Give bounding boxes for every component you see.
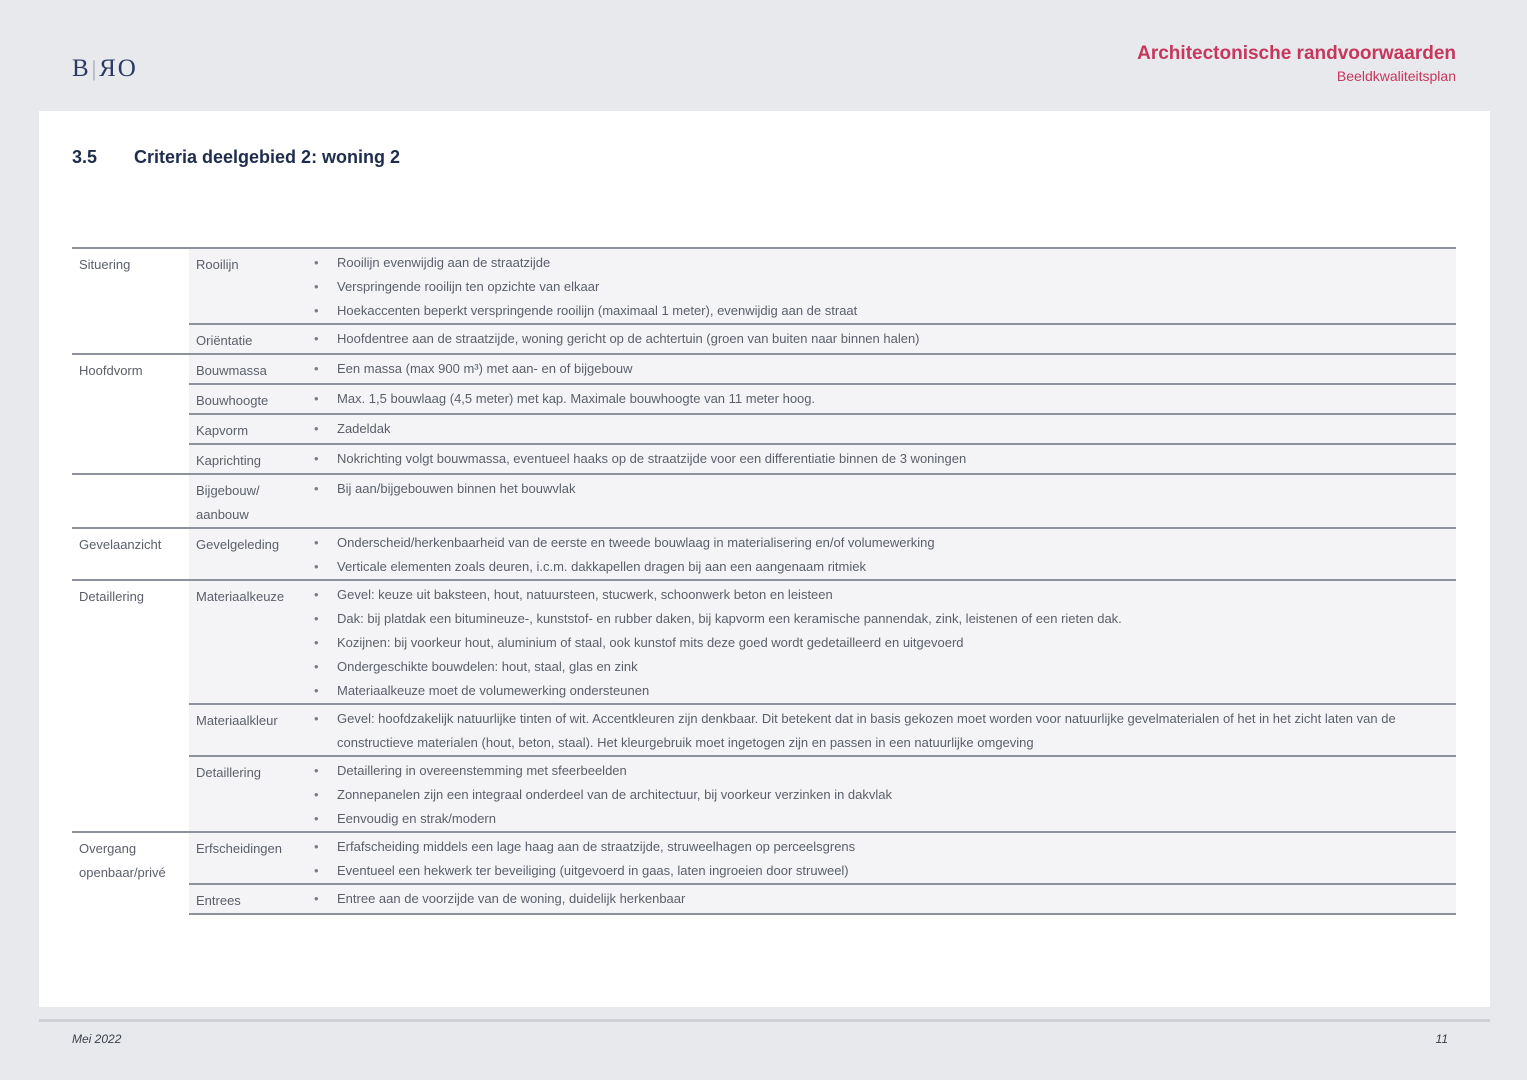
subcategory-cell: Bouwmassa <box>189 354 305 384</box>
logo-separator: | <box>91 56 99 81</box>
criteria-cell <box>305 832 1456 884</box>
table-row <box>72 704 1456 756</box>
criteria-cell <box>305 384 1456 414</box>
subcategory-cell: Erfscheidingen <box>189 832 305 884</box>
category-cell <box>72 832 189 914</box>
list-item: • Eenvoudig en strak/modern <box>305 807 1448 831</box>
subcategory-cell <box>189 474 305 528</box>
list-item: • Gevel: keuze uit baksteen, hout, natuursteen, stucwerk, schoonwerk beton en leisteen <box>305 583 1448 607</box>
page-number: 11 <box>1435 1032 1448 1046</box>
category-cell: Detaillering <box>72 580 189 832</box>
list-item: • Dak: bij platdak een bitumineuze-, kunststof- en rubber daken, bij kapvorm een keramische pannendak, zink, leistenen of een rieten dak. <box>305 607 1448 631</box>
subcategory-cell: Entrees <box>189 884 305 914</box>
table-row <box>72 248 1456 324</box>
document-title: Architectonische randvoorwaarden <box>1137 43 1456 64</box>
subcategory-cell: Detaillering <box>189 756 305 832</box>
document-header <box>1137 43 1456 84</box>
category-cell <box>72 474 189 528</box>
criteria-cell <box>305 884 1456 914</box>
list-item: • Nokrichting volgt bouwmassa, eventueel haaks op de straatzijde voor een differentiatie binnen de 3 woningen <box>305 447 1448 471</box>
criteria-cell <box>305 528 1456 580</box>
table-row <box>72 528 1456 580</box>
subcategory-cell: Materiaalkeuze <box>189 580 305 704</box>
list-item: • Verspringende rooilijn ten opzichte van elkaar <box>305 275 1448 299</box>
subcategory-cell: Bouwhoogte <box>189 384 305 414</box>
subcategory-cell: Rooilijn <box>189 248 305 324</box>
criteria-cell <box>305 580 1456 704</box>
table-row <box>72 324 1456 354</box>
criteria-cell <box>305 324 1456 354</box>
criteria-table <box>72 247 1456 915</box>
list-item: • Een massa (max 900 m³) met aan- en of bijgebouw <box>305 357 1448 381</box>
criteria-cell <box>305 354 1456 384</box>
criteria-cell <box>305 444 1456 474</box>
list-item: • Erfafscheiding middels een lage haag aan de straatzijde, struweelhagen op perceelsgrens <box>305 835 1448 859</box>
subcategory-cell: Gevelgeleding <box>189 528 305 580</box>
logo <box>72 55 138 83</box>
table-row <box>72 384 1456 414</box>
subcategory-cell: Kapvorm <box>189 414 305 444</box>
table-row <box>72 444 1456 474</box>
list-item: • Entree aan de voorzijde van de woning, duidelijk herkenbaar <box>305 887 1448 911</box>
document-subtitle: Beeldkwaliteitsplan <box>1336 68 1456 84</box>
list-item: • Kozijnen: bij voorkeur hout, aluminium of staal, ook kunstof mits deze goed wordt gedetailleerd en uitgevoerd <box>305 631 1448 655</box>
list-item: • Max. 1,5 bouwlaag (4,5 meter) met kap. Maximale bouwhoogte van 11 meter hoog. <box>305 387 1448 411</box>
category-cell: Gevelaanzicht <box>72 528 189 580</box>
list-item: • Materiaalkeuze moet de volumewerking ondersteunen <box>305 679 1448 703</box>
table-row <box>72 756 1456 832</box>
logo-right: ЯO <box>99 55 138 82</box>
table-row <box>72 354 1456 384</box>
list-item: • Ondergeschikte bouwdelen: hout, staal, glas en zink <box>305 655 1448 679</box>
list-item: • Gevel: hoofdzakelijk natuurlijke tinten of wit. Accentkleuren zijn denkbaar. Dit betekent dat in basis gekozen moet worden voor natuurlijke gevelmaterialen of het in het zicht laten van de constructieve materialen (hout, beton, staal). Het kleurgebruik moet ingetogen zijn en passen in een natuurlijke omgeving <box>305 707 1448 755</box>
section-heading <box>72 147 400 168</box>
list-item: • Bij aan/bijgebouwen binnen het bouwvlak <box>305 477 1448 501</box>
logo-left: B <box>72 55 91 82</box>
list-item: • Zadeldak <box>305 417 1448 441</box>
section-title: Criteria deelgebied 2: woning 2 <box>134 147 401 167</box>
category-cell: Situering <box>72 248 189 354</box>
list-item: • Onderscheid/herkenbaarheid van de eerste en tweede bouwlaag in materialisering en/of volumewerking <box>305 531 1448 555</box>
category-label: Overgang openbaar/privé <box>79 841 166 880</box>
criteria-cell <box>305 756 1456 832</box>
section-number: 3.5 <box>72 147 98 167</box>
category-cell: Hoofdvorm <box>72 354 189 474</box>
criteria-cell <box>305 414 1456 444</box>
list-item: • Verticale elementen zoals deuren, i.c.m. dakkapellen dragen bij aan een aangenaam ritmiek <box>305 555 1448 579</box>
subcategory-cell: Kaprichting <box>189 444 305 474</box>
table-row <box>72 474 1456 528</box>
table-row <box>72 414 1456 444</box>
footer-divider <box>39 1019 1490 1022</box>
criteria-cell <box>305 704 1456 756</box>
criteria-cell <box>305 248 1456 324</box>
subcategory-cell: Materiaalkleur <box>189 704 305 756</box>
list-item: • Zonnepanelen zijn een integraal onderdeel van de architectuur, bij voorkeur verzinken in dakvlak <box>305 783 1448 807</box>
subcategory-cell: Oriëntatie <box>189 324 305 354</box>
criteria-cell <box>305 474 1456 528</box>
table-row <box>72 580 1456 704</box>
table-row <box>72 884 1456 914</box>
list-item: • Eventueel een hekwerk ter beveiliging (uitgevoerd in gaas, laten ingroeien door struweel) <box>305 859 1448 883</box>
footer-date: Mei 2022 <box>72 1032 122 1046</box>
list-item: • Hoekaccenten beperkt verspringende rooilijn (maximaal 1 meter), evenwijdig aan de straat <box>305 299 1448 323</box>
table-row <box>72 832 1456 884</box>
list-item: • Rooilijn evenwijdig aan de straatzijde <box>305 251 1448 275</box>
subcategory-label: Bijgebouw/ aanbouw <box>196 483 260 522</box>
list-item: • Detaillering in overeenstemming met sfeerbeelden <box>305 759 1448 783</box>
list-item: • Hoofdentree aan de straatzijde, woning gericht op de achtertuin (groen van buiten naar binnen halen) <box>305 327 1448 351</box>
